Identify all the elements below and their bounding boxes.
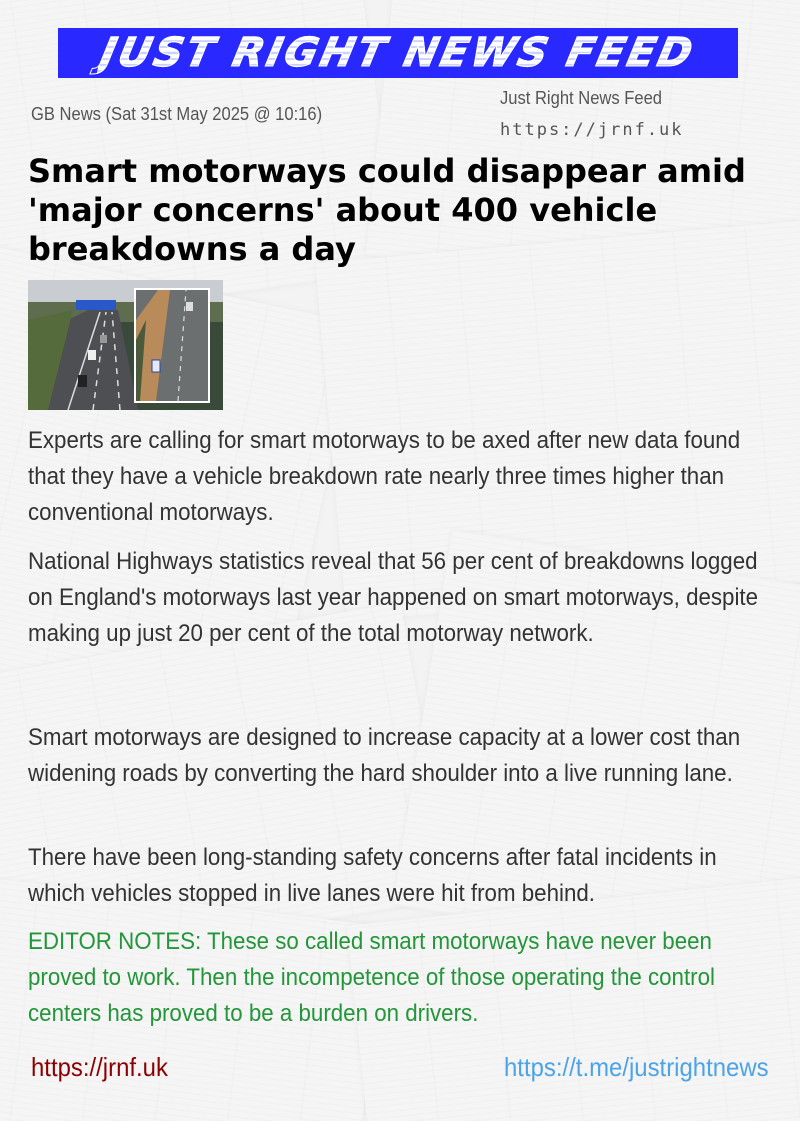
banner-title: JUST RIGHT NEWS FEED xyxy=(96,30,700,76)
editor-notes: EDITOR NOTES: These so called smart motorways have never been proved to work. Then the incompetence of those operating the control centers has proved to be a burden on drivers. xyxy=(28,928,715,1027)
article-paragraph-2: National Highways statistics reveal that 56 per cent of breakdowns logged on England's motorways last year happened on smart motorways, despite making up just 20 per cent of the total motorway network. xyxy=(28,548,759,647)
source-line: GB News (Sat 31st May 2025 @ 10:16) xyxy=(31,104,323,124)
article-paragraph-4: There have been long-standing safety concerns after fatal incidents in which vehicles stopped in live lanes were hit from behind. xyxy=(28,844,717,907)
brand-url[interactable]: https://jrnf.uk xyxy=(500,120,684,140)
footer-telegram-link[interactable]: https://t.me/justrightnews xyxy=(504,1052,769,1082)
article-paragraph-1: Experts are calling for smart motorways to be axed after new data found that they have a vehicle breakdown rate nearly three times higher than conventional motorways. xyxy=(28,427,741,526)
article-paragraph-3: Smart motorways are designed to increase capacity at a lower cost than widening roads by converting the hard shoulder into a live running lane. xyxy=(28,724,741,787)
footer-site-link[interactable]: https://jrnf.uk xyxy=(31,1052,168,1082)
motorway-photo-illustration xyxy=(28,280,223,410)
site-banner xyxy=(58,28,738,78)
article-headline: Smart motorways could disappear amid 'major concerns' about 400 vehicle breakdowns a day xyxy=(28,152,746,268)
article-photo xyxy=(28,280,223,410)
brand-name: Just Right News Feed xyxy=(500,88,662,108)
